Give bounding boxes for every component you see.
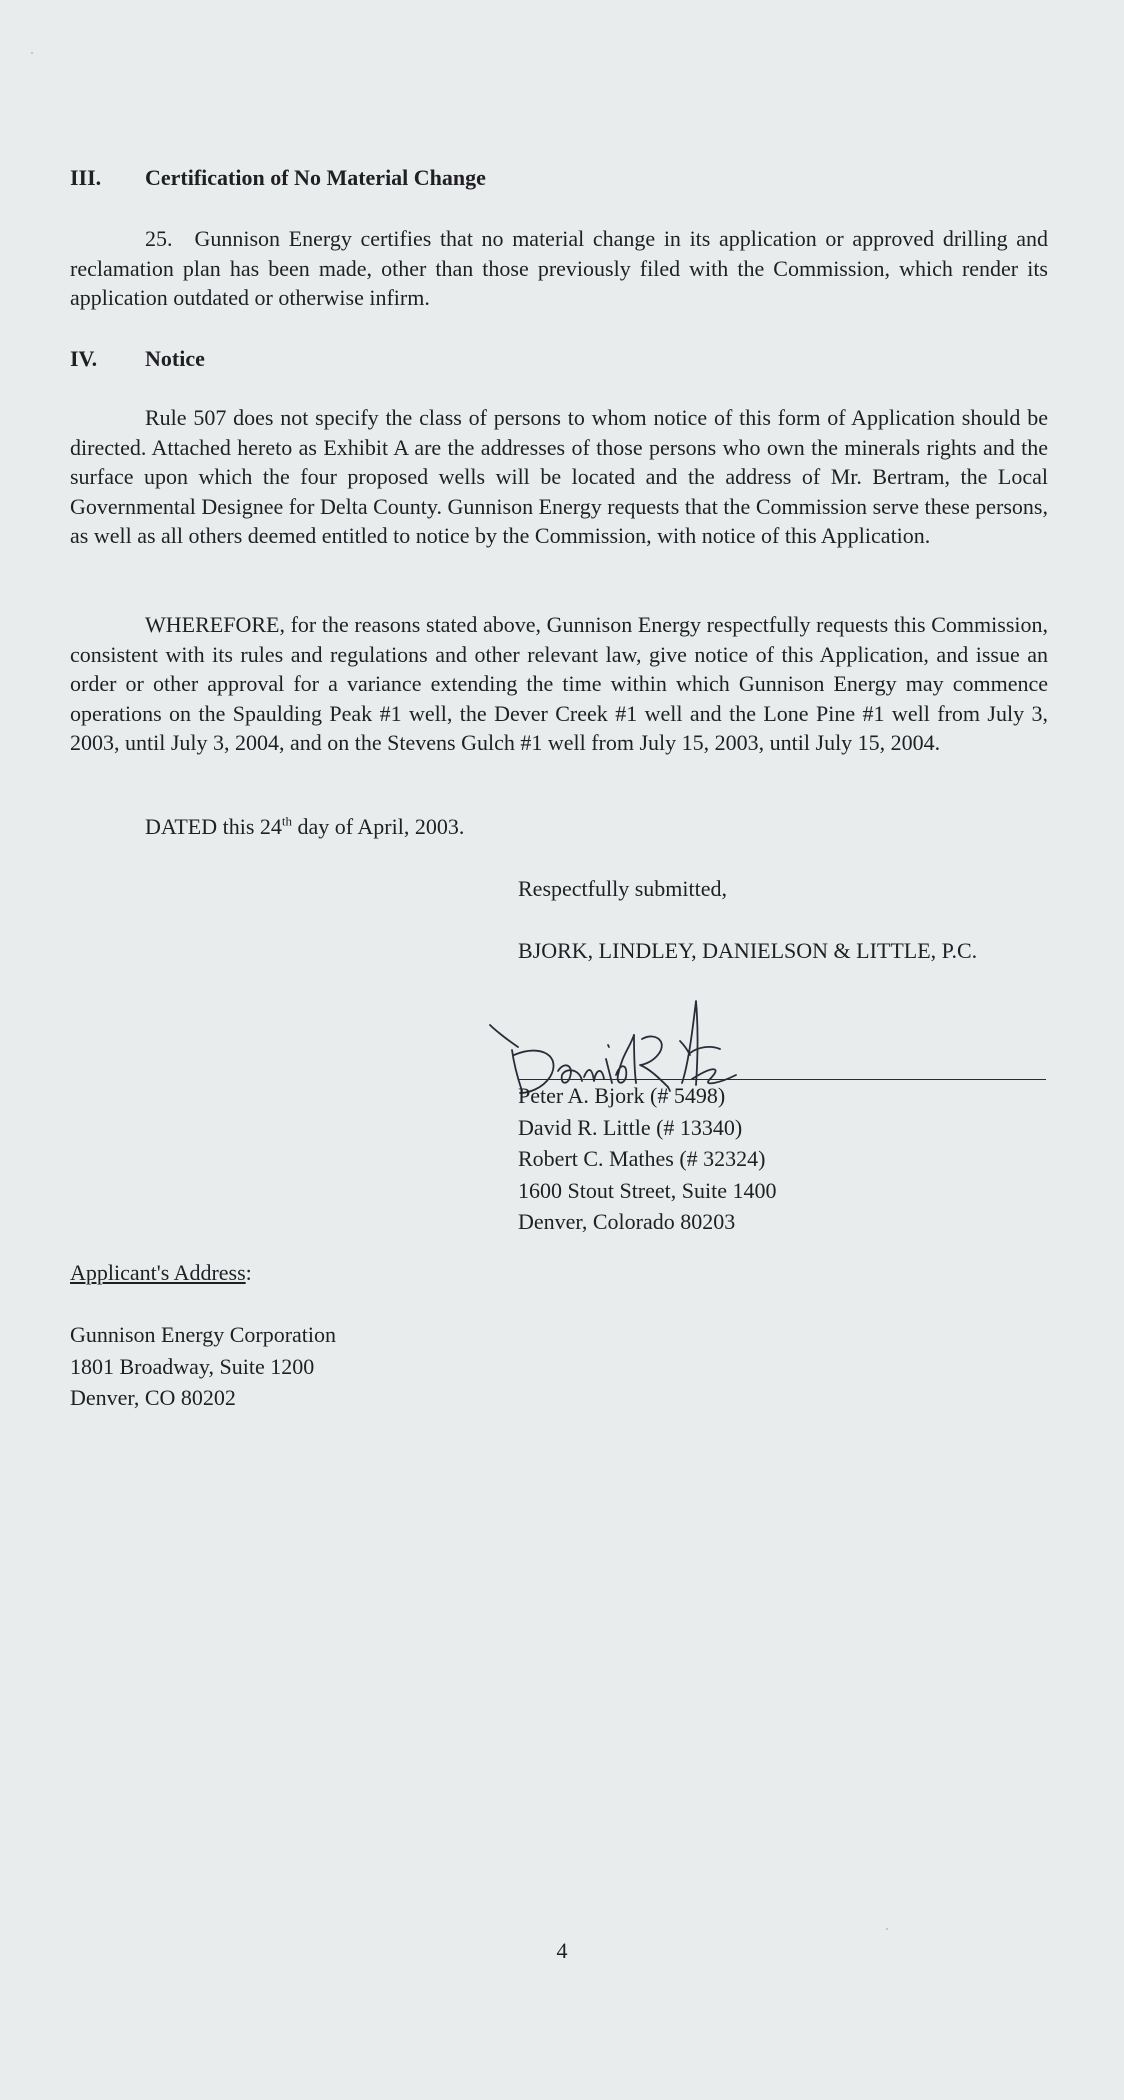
attorney-address-line: 1600 Stout Street, Suite 1400 xyxy=(518,1177,777,1203)
applicant-label-colon: : xyxy=(245,1260,252,1285)
dated-suffix: day of April, 2003. xyxy=(292,814,465,839)
applicant-address-block xyxy=(70,1319,336,1414)
section-iii-heading xyxy=(70,165,486,191)
applicant-address-line: Gunnison Energy Corporation xyxy=(70,1322,337,1347)
section-iv-heading xyxy=(70,346,205,372)
attorney-line: David R. Little (# 13340) xyxy=(518,1114,743,1140)
section-iii-title: Certification of No Material Change xyxy=(145,165,486,190)
applicant-address-line: Denver, CO 80202 xyxy=(70,1385,236,1410)
scan-speck xyxy=(886,1928,888,1930)
applicant-address-label xyxy=(70,1260,252,1286)
dated-line xyxy=(145,814,464,840)
wherefore-paragraph: WHEREFORE, for the reasons stated above, Gunnison Energy respectfully requests this Commission, consistent with its rules and regulations and other relevant law, give notice of this Application, and issue an order or other approval for a variance extending the time within which Gunnison Energy may commence operations on the Spaulding Peak #1 well, the Dever Creek #1 well and the Lone Pine #1 well from July 3, 2003, until July 3, 2004, and on the Stevens Gulch #1 well from July 15, 2003, until July 15, 2004. xyxy=(70,612,1048,755)
dated-superscript: th xyxy=(281,813,293,829)
respectfully-submitted: Respectfully submitted, xyxy=(518,876,727,901)
scan-speck xyxy=(31,52,33,54)
section-iii-number: III. xyxy=(70,165,102,190)
law-firm-name: BJORK, LINDLEY, DANIELSON & LITTLE, P.C. xyxy=(518,938,978,963)
section-iv-number: IV. xyxy=(70,346,98,371)
dated-prefix: DATED this 24 xyxy=(145,814,282,839)
applicant-address-line: 1801 Broadway, Suite 1200 xyxy=(70,1353,315,1379)
section-iv-title: Notice xyxy=(145,346,205,371)
section-iv-paragraph: Rule 507 does not specify the class of persons to whom notice of this form of Application should be directed. Attached hereto as Exhibit A are the addresses of those persons who own the minerals rights and the surface upon which the four proposed wells will be located and the address of Mr. Bertram, the Local Governmental Designee for Delta County. Gunnison Energy requests that the Commission serve these persons, as well as all others deemed entitled to notice by the Commission, with notice of this Application. xyxy=(70,405,1048,548)
applicant-label-text: Applicant's Address xyxy=(70,1260,246,1285)
attorney-line: Robert C. Mathes (# 32324) xyxy=(518,1146,766,1171)
page-number: 4 xyxy=(556,1938,568,1963)
attorney-line: Peter A. Bjork (# 5498) xyxy=(518,1083,726,1108)
attorney-address-line: Denver, Colorado 80203 xyxy=(518,1209,736,1234)
attorney-block xyxy=(518,1080,777,1238)
section-iii-paragraph: 25. Gunnison Energy certifies that no material change in its application or approved drilling and reclamation plan has been made, other than those previously filed with the Commission, which render its application outdated or otherwise infirm. xyxy=(70,226,1048,310)
